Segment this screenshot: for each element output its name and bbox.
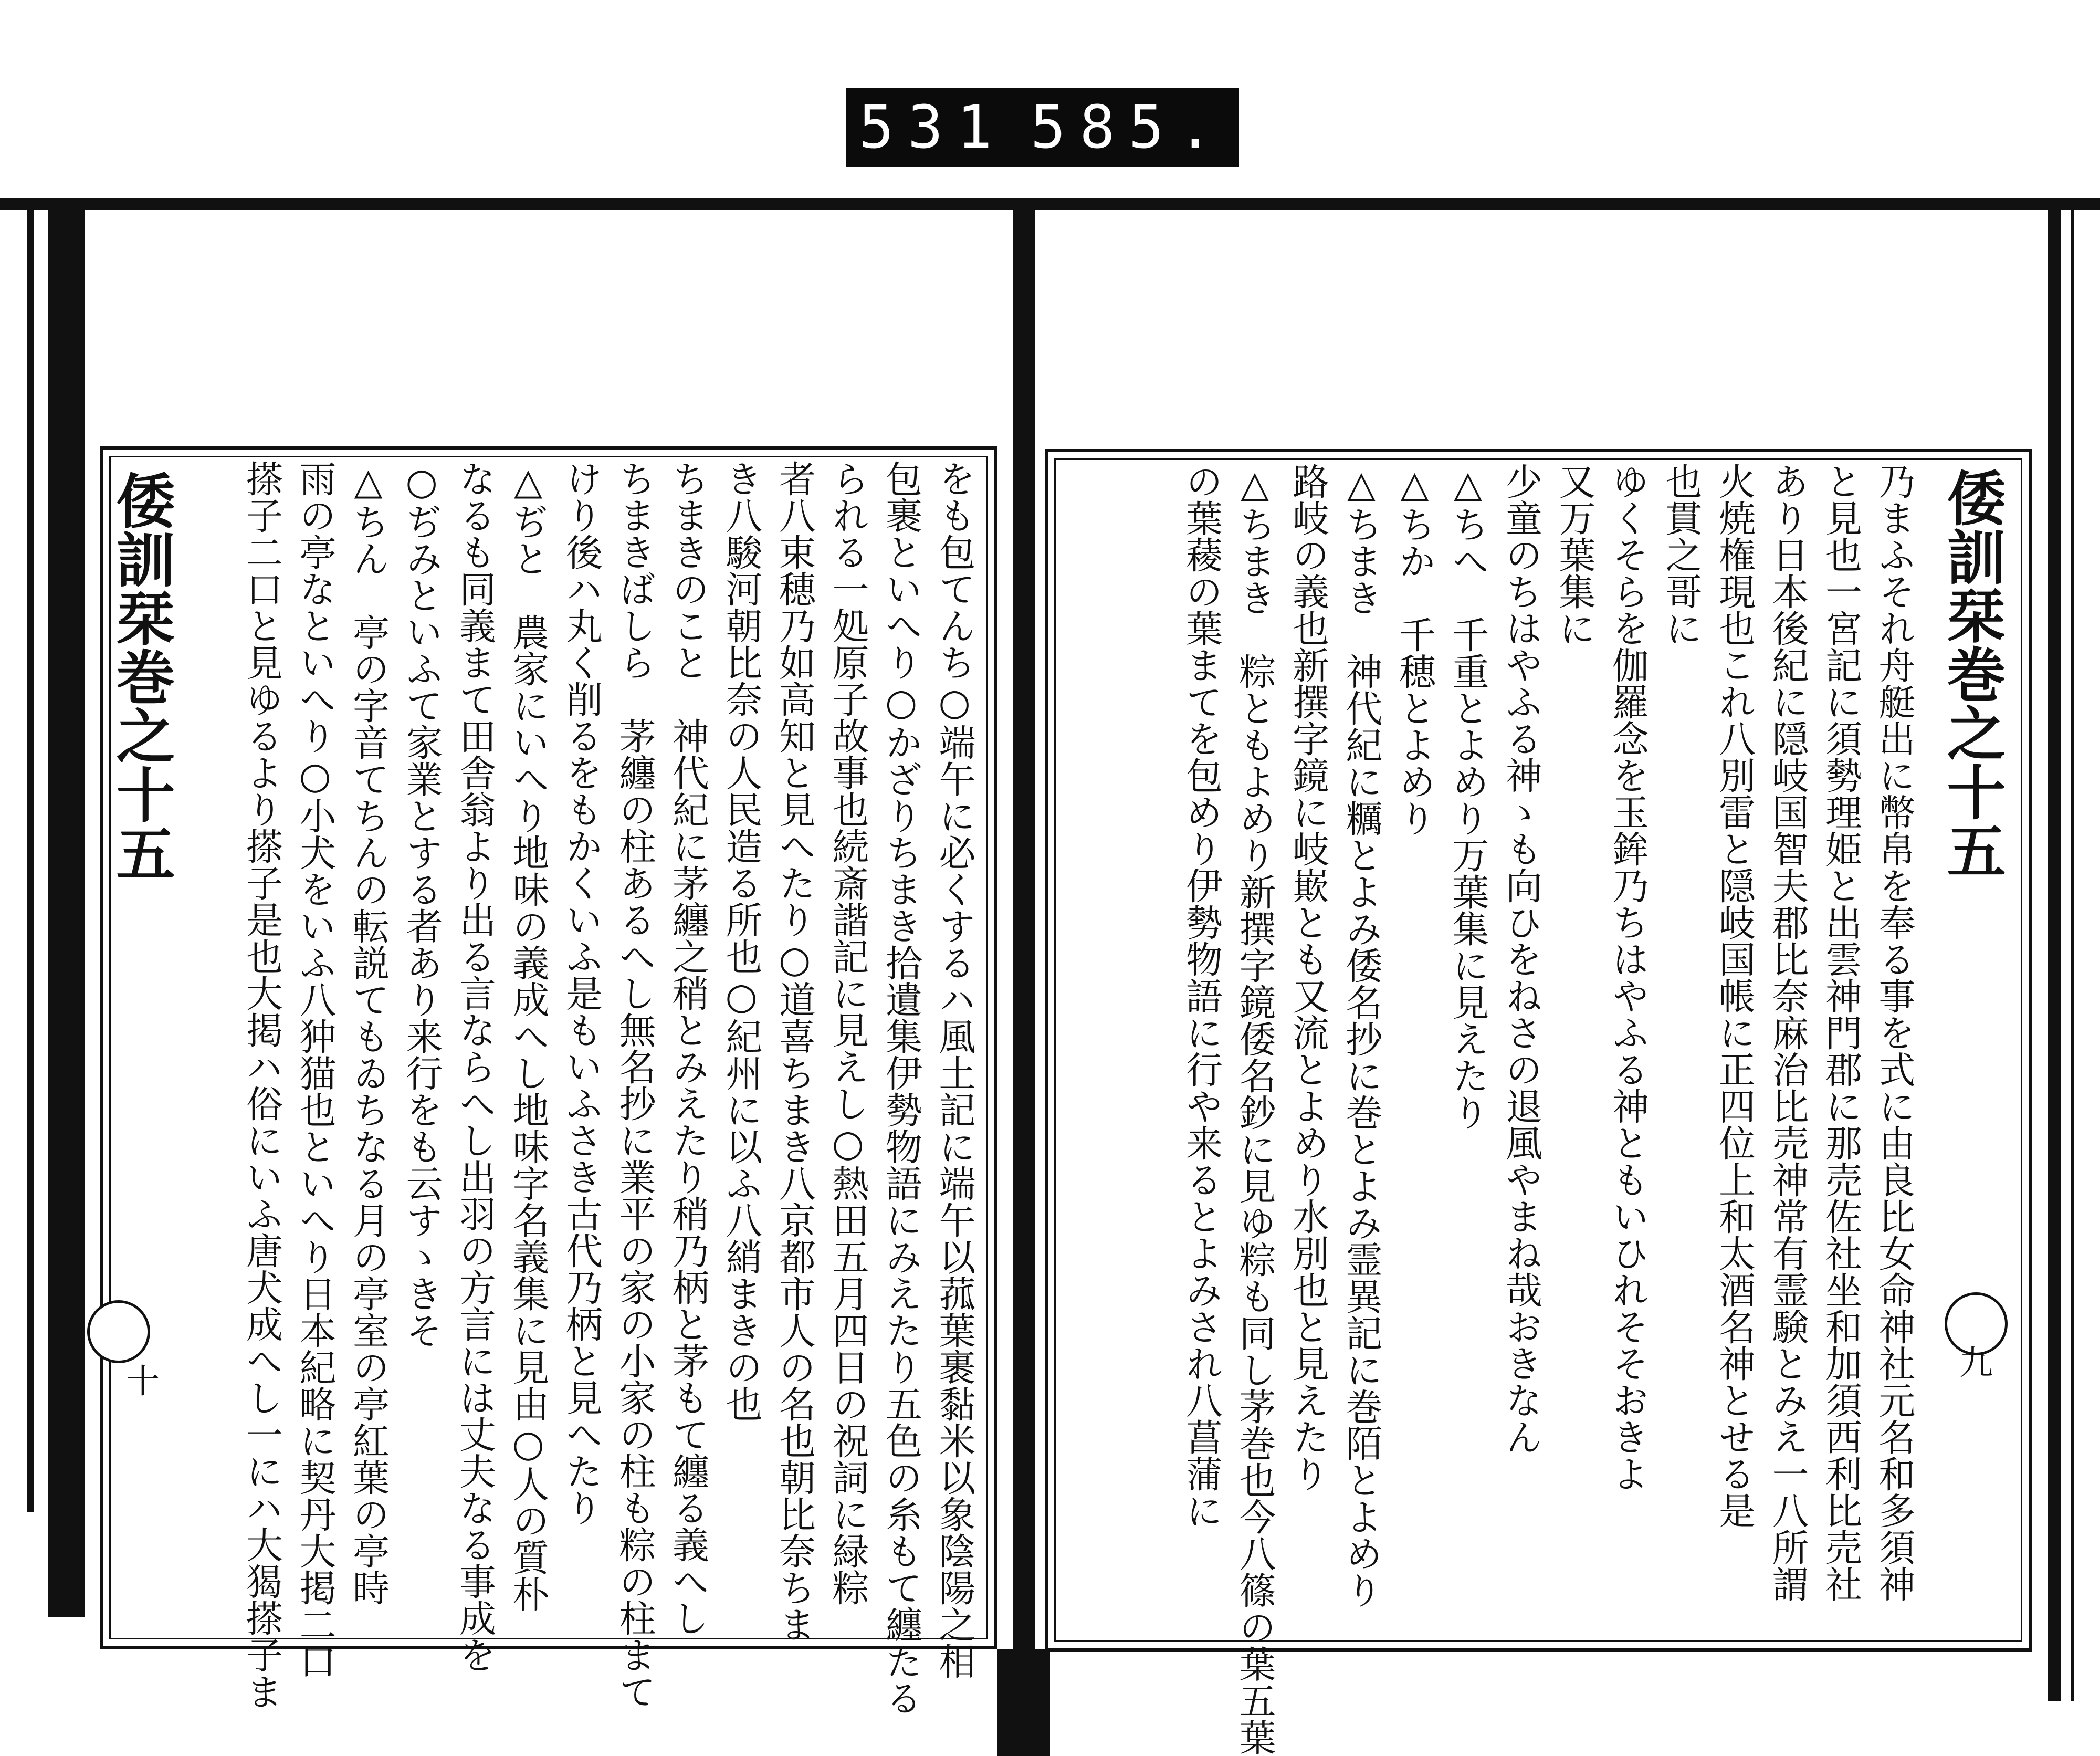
left-page-folio: 十 xyxy=(120,1363,159,1397)
text-column: △ぢと 農家にいへり地味の義成へし地味字名義集に見由○人の質朴 xyxy=(507,460,550,1612)
text-column: 乃まふそれ舟艇出に幣帛を奉る事を式に由良比女命神社元名和多須神 xyxy=(1873,463,1916,1602)
text-column: ゆくそらを伽羅念を玉鉾乃ちはやふる神ともいひれそそおきよ xyxy=(1606,463,1650,1492)
book-right-edge xyxy=(2048,200,2061,1701)
book-spine-tail xyxy=(998,1649,1050,1756)
right-page-header: 倭訓栞巻之十五 xyxy=(1937,468,2006,880)
book-right-edge-outer xyxy=(2071,200,2074,1701)
text-column: けり後ハ丸く削るをもかくいふ是もいふさき古代乃柄と見へたり xyxy=(560,460,603,1526)
right-page-folio: 九 xyxy=(1954,1345,1992,1378)
text-column: △ちん 亭の字音てちんの転説てもゐちなる月の亭室の亭紅葉の亭時 xyxy=(346,460,390,1606)
frame-number-right: 585. xyxy=(1030,93,1227,162)
text-column: 搽子二口と見ゆるより搽子是也大掲ハ俗にいふ唐犬成へし一にハ大猲搽子ま xyxy=(240,460,284,1710)
text-column: の葉薐の葉まてを包めり伊勢物語に行や来るとよみされ八菖蒲に xyxy=(1180,463,1223,1529)
film-frame-label xyxy=(846,88,1239,167)
text-column: をも包てんち○端午に必くするハ風土記に端午以菰葉裹黏米以象陰陽之相 xyxy=(933,460,976,1679)
text-column: 火焼権現也これ八別雷と隠岐国帳に正四位上和太酒名神とせる是 xyxy=(1713,463,1756,1529)
text-column: 雨の亭なといへり○小犬をいふ八狆猫也といへり日本紀略に契丹大掲二口 xyxy=(293,460,337,1679)
text-column: 又万葉集に xyxy=(1553,463,1596,646)
text-column: △ちか 千穂とよめり xyxy=(1393,463,1436,837)
text-column: き八駿河朝比奈の人民造る所也○紀州に以ふ八綃まきの也 xyxy=(720,460,763,1422)
book-left-edge-outer xyxy=(27,200,34,1512)
book-spine xyxy=(1013,205,1035,1756)
book-top-edge xyxy=(0,198,2100,210)
text-column: ○ぢみといふて家業とする者あり来行をも云すゝきそ xyxy=(400,460,443,1349)
text-column: ちまきばしら 茅纏の柱あるへし無名抄に業平の家の小家の柱も粽の柱まて xyxy=(613,460,656,1710)
text-column: ちまきのこと 神代紀に茅纏之稍とみえたり稍乃柄と茅もて纏る義へし xyxy=(666,460,710,1636)
text-column: △ちへ 千重とよめり万葉集に見えたり xyxy=(1446,463,1489,1131)
text-column: 也貫之哥に xyxy=(1660,463,1703,646)
right-page xyxy=(1045,449,2032,1755)
left-page-text xyxy=(124,460,976,1716)
frame-number-left: 531 xyxy=(858,93,1006,162)
text-column: △ちまき 粽ともよめり新撰字鏡倭名鈔に見ゆ粽も同し茅巻也今八篠の葉五葉 xyxy=(1233,463,1276,1755)
text-column: 路岐の義也新撰字鏡に岐㠌とも又流とよめり水別也と見えたり xyxy=(1286,463,1330,1492)
text-column: と見也一宮記に須勢理姫と出雲神門郡に那売佐社坐和加須西利比売社 xyxy=(1819,463,1863,1602)
text-column: △ちまき 神代紀に糲とよみ倭名抄に巻とよみ霊異記に巻陌とよめり xyxy=(1340,463,1383,1608)
book-left-edge xyxy=(48,200,85,1617)
text-column: 少童のちはやふる神ゝも向ひをねさの退風やまね哉おきなん xyxy=(1499,463,1543,1455)
left-page xyxy=(100,446,998,1716)
text-column: あり日本後紀に隠岐国智夫郡比奈麻治比売神常有霊験とみえ一八所謂 xyxy=(1766,463,1809,1602)
left-page-header: 倭訓栞巻之十五 xyxy=(107,471,175,882)
text-column: 者八束穂乃如高知と見へたり○道喜ちまき八京都市人の名也朝比奈ちま xyxy=(773,460,816,1643)
text-column: 包裹といへり○かざりちまき拾遺集伊勢物語にみえたり五色の糸もて纏たる xyxy=(879,460,923,1716)
right-page-text xyxy=(1069,463,1916,1755)
text-column: なるも同義まて田舎翁より出る言ならへし出羽の方言には丈夫なる事成を xyxy=(453,460,497,1673)
text-column: られる一処原子故事也続斎諧記に見えし○熱田五月四日の祝詞に緑粽 xyxy=(826,460,869,1606)
